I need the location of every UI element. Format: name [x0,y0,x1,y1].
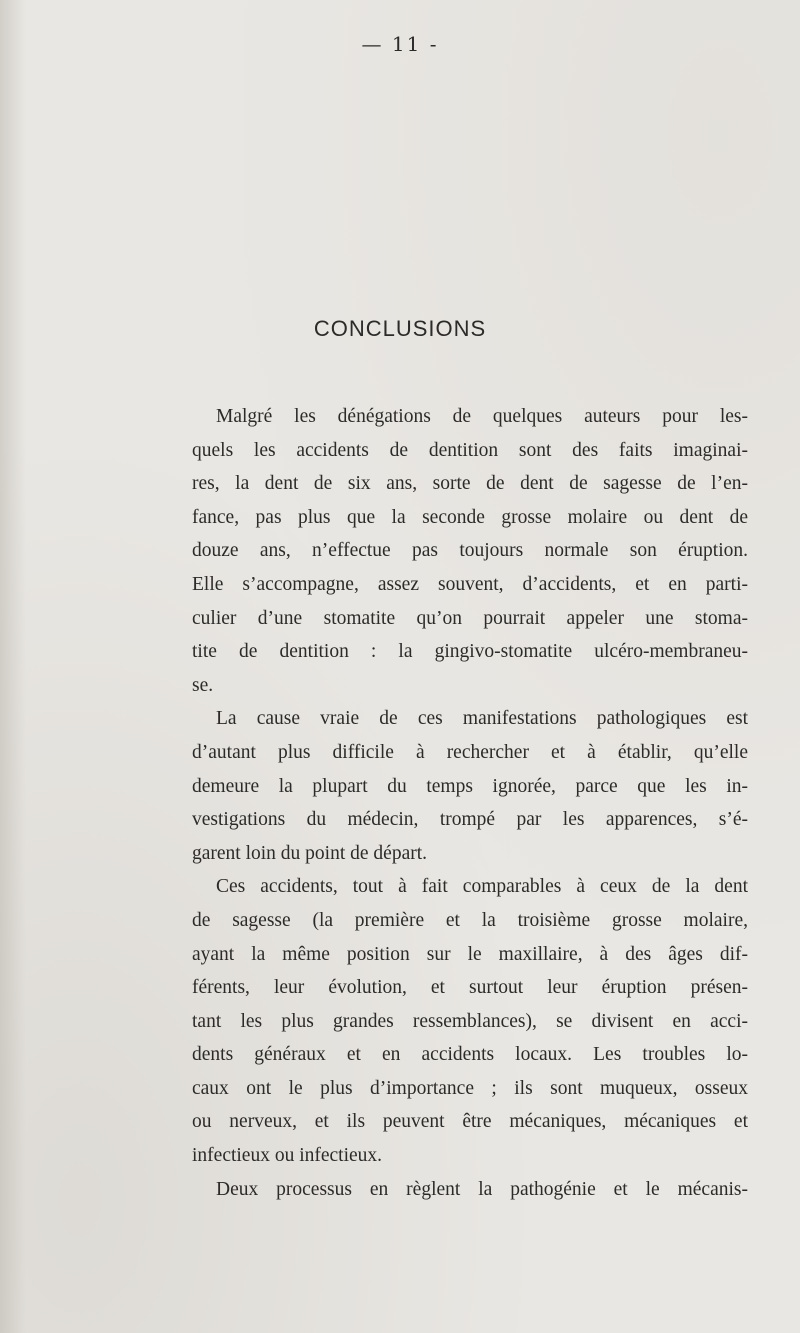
text-line: vestigations du médecin, trompé par les apparences, s’é- [192,809,748,831]
text-line: ou nerveux, et ils peuvent être mécaniques, mécaniques et [192,1111,748,1133]
text-line: caux ont le plus d’importance ; ils sont muqueux, osseux [192,1077,748,1099]
text-line: dents généraux et en accidents locaux. Les troubles lo- [192,1044,748,1066]
text-line: tant les plus grandes ressemblances), se divisent en acci- [192,1010,748,1032]
text-line: garent loin du point de départ. [192,842,428,864]
text-line: d’autant plus difficile à rechercher et à établir, qu’elle [192,741,748,763]
text-line: de sagesse (la première et la troisième grosse molaire, [192,909,748,931]
text-line: quels les accidents de dentition sont des faits imaginai- [192,439,748,461]
text-line: Malgré les dénégations de quelques auteurs pour les- [216,406,748,427]
text-line: demeure la plupart du temps ignorée, parce que les in- [192,775,748,797]
page-edge-shadow [0,0,26,1333]
body-text [192,400,748,1206]
text-line: ayant la même position sur le maxillaire, à des âges dif- [192,943,748,965]
text-line: fance, pas plus que la seconde grosse molaire ou dent de [192,506,748,528]
text-line: res, la dent de six ans, sorte de dent de sagesse de l’en- [192,473,748,495]
text-line: Deux processus en règlent la pathogénie et le mécanis- [216,1178,748,1200]
text-line: férents, leur évolution, et surtout leur éruption présen- [192,977,748,999]
section-heading: CONCLUSIONS [313,316,487,341]
text-line: douze ans, n’effectue pas toujours normale son éruption. [192,540,748,562]
text-line: La cause vraie de ces manifestations pathologiques est [216,708,748,730]
text-line: Elle s’accompagne, assez souvent, d’accidents, et en parti- [192,573,748,595]
text-line: Ces accidents, tout à fait comparables à ceux de la dent [216,876,748,898]
text-line: se. [192,674,214,696]
page-number: — 11 - [361,32,439,56]
text-line: tite de dentition : la gingivo-stomatite ulcéro-membraneu- [192,641,748,663]
text-line: infectieux ou infectieux. [192,1145,383,1167]
text-line: culier d’une stomatite qu’on pourrait appeler une stoma- [192,607,748,629]
